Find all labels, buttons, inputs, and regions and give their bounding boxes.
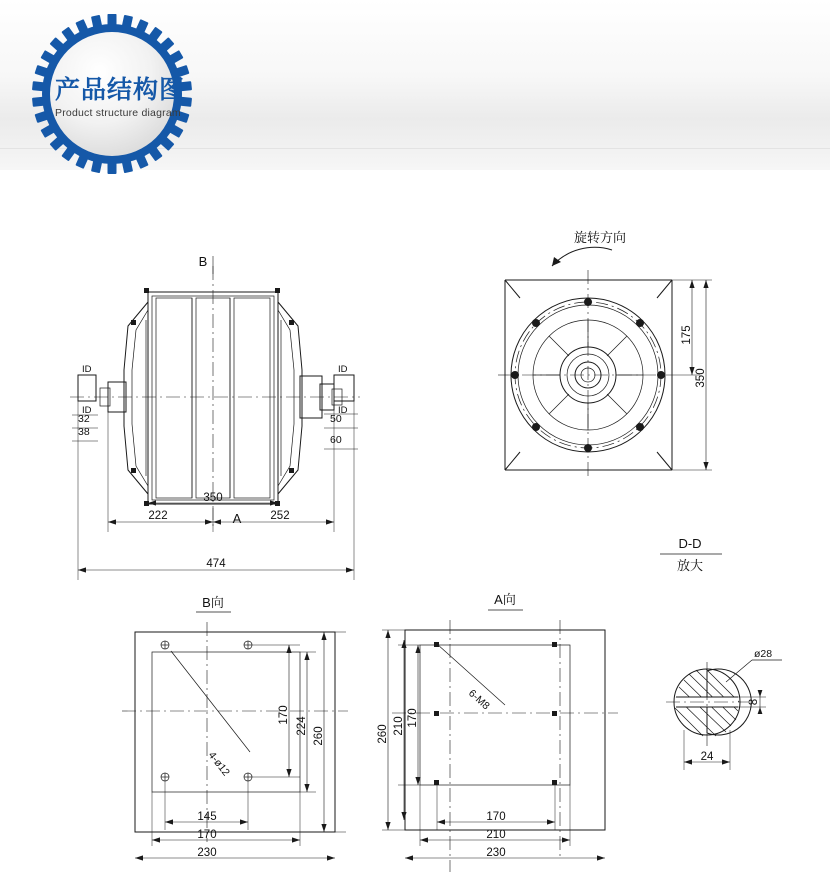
page-title (55, 75, 285, 135)
dim-front-474: 474 (206, 558, 226, 570)
label-view-b: B向 (202, 595, 224, 610)
port-label-id-4: ID (338, 405, 348, 416)
dim-front-60: 60 (330, 434, 342, 446)
dim-viewa-260: 260 (377, 724, 389, 744)
dim-viewb-224: 224 (296, 716, 308, 736)
dim-front-38: 38 (78, 426, 90, 438)
dim-viewa-170: 170 (407, 708, 419, 728)
page-title-cn: 产品结构图 (55, 75, 186, 104)
dim-viewb-230: 230 (197, 847, 217, 859)
port-label-id-2: ID (82, 405, 92, 416)
view-shaft-detail (666, 648, 782, 770)
dim-viewb-170b: 170 (197, 829, 217, 841)
dim-viewb-145: 145 (197, 811, 217, 823)
label-section-b: B (198, 254, 208, 269)
label-rotation-direction: 旋转方向 (573, 230, 627, 245)
dim-viewa-170b: 170 (486, 811, 506, 823)
dim-viewa-210: 210 (393, 716, 405, 736)
label-view-a: A向 (494, 592, 516, 607)
dim-viewb-170: 170 (278, 705, 290, 725)
page-title-en: Product structure diagram (55, 107, 181, 119)
dim-viewa-210b: 210 (486, 829, 506, 841)
dim-viewb-260: 260 (313, 726, 325, 746)
dim-viewa-230: 230 (486, 847, 506, 859)
port-label-id-1: ID (82, 364, 92, 375)
dim-front-252: 252 (270, 510, 290, 522)
dim-front-32: 32 (78, 413, 90, 425)
detail-label-line2: 放大 (676, 558, 704, 573)
port-label-id-3: ID (338, 364, 348, 375)
label-section-a: A (232, 511, 242, 526)
view-a-direction (377, 592, 618, 872)
callout-4-d12: 4-ø12 (205, 749, 232, 779)
view-front-section (70, 254, 360, 580)
dim-front-222: 222 (148, 510, 168, 522)
callout-6-m8: 6-M8 (465, 687, 492, 713)
dim-detail-8: 8 (748, 698, 760, 706)
dim-end-175: 175 (681, 325, 693, 345)
dim-detail-24: 24 (700, 751, 714, 763)
label-detail-dd (660, 536, 722, 573)
dim-detail-d28: ø28 (754, 648, 773, 660)
dim-end-350: 350 (695, 368, 707, 388)
view-b-direction (122, 595, 348, 861)
technical-drawing (0, 170, 830, 872)
dim-front-350: 350 (203, 492, 223, 504)
view-end-face (498, 230, 712, 480)
dim-front-50: 50 (330, 413, 342, 425)
detail-label-line1: D-D (678, 536, 702, 551)
page-header (0, 0, 830, 170)
